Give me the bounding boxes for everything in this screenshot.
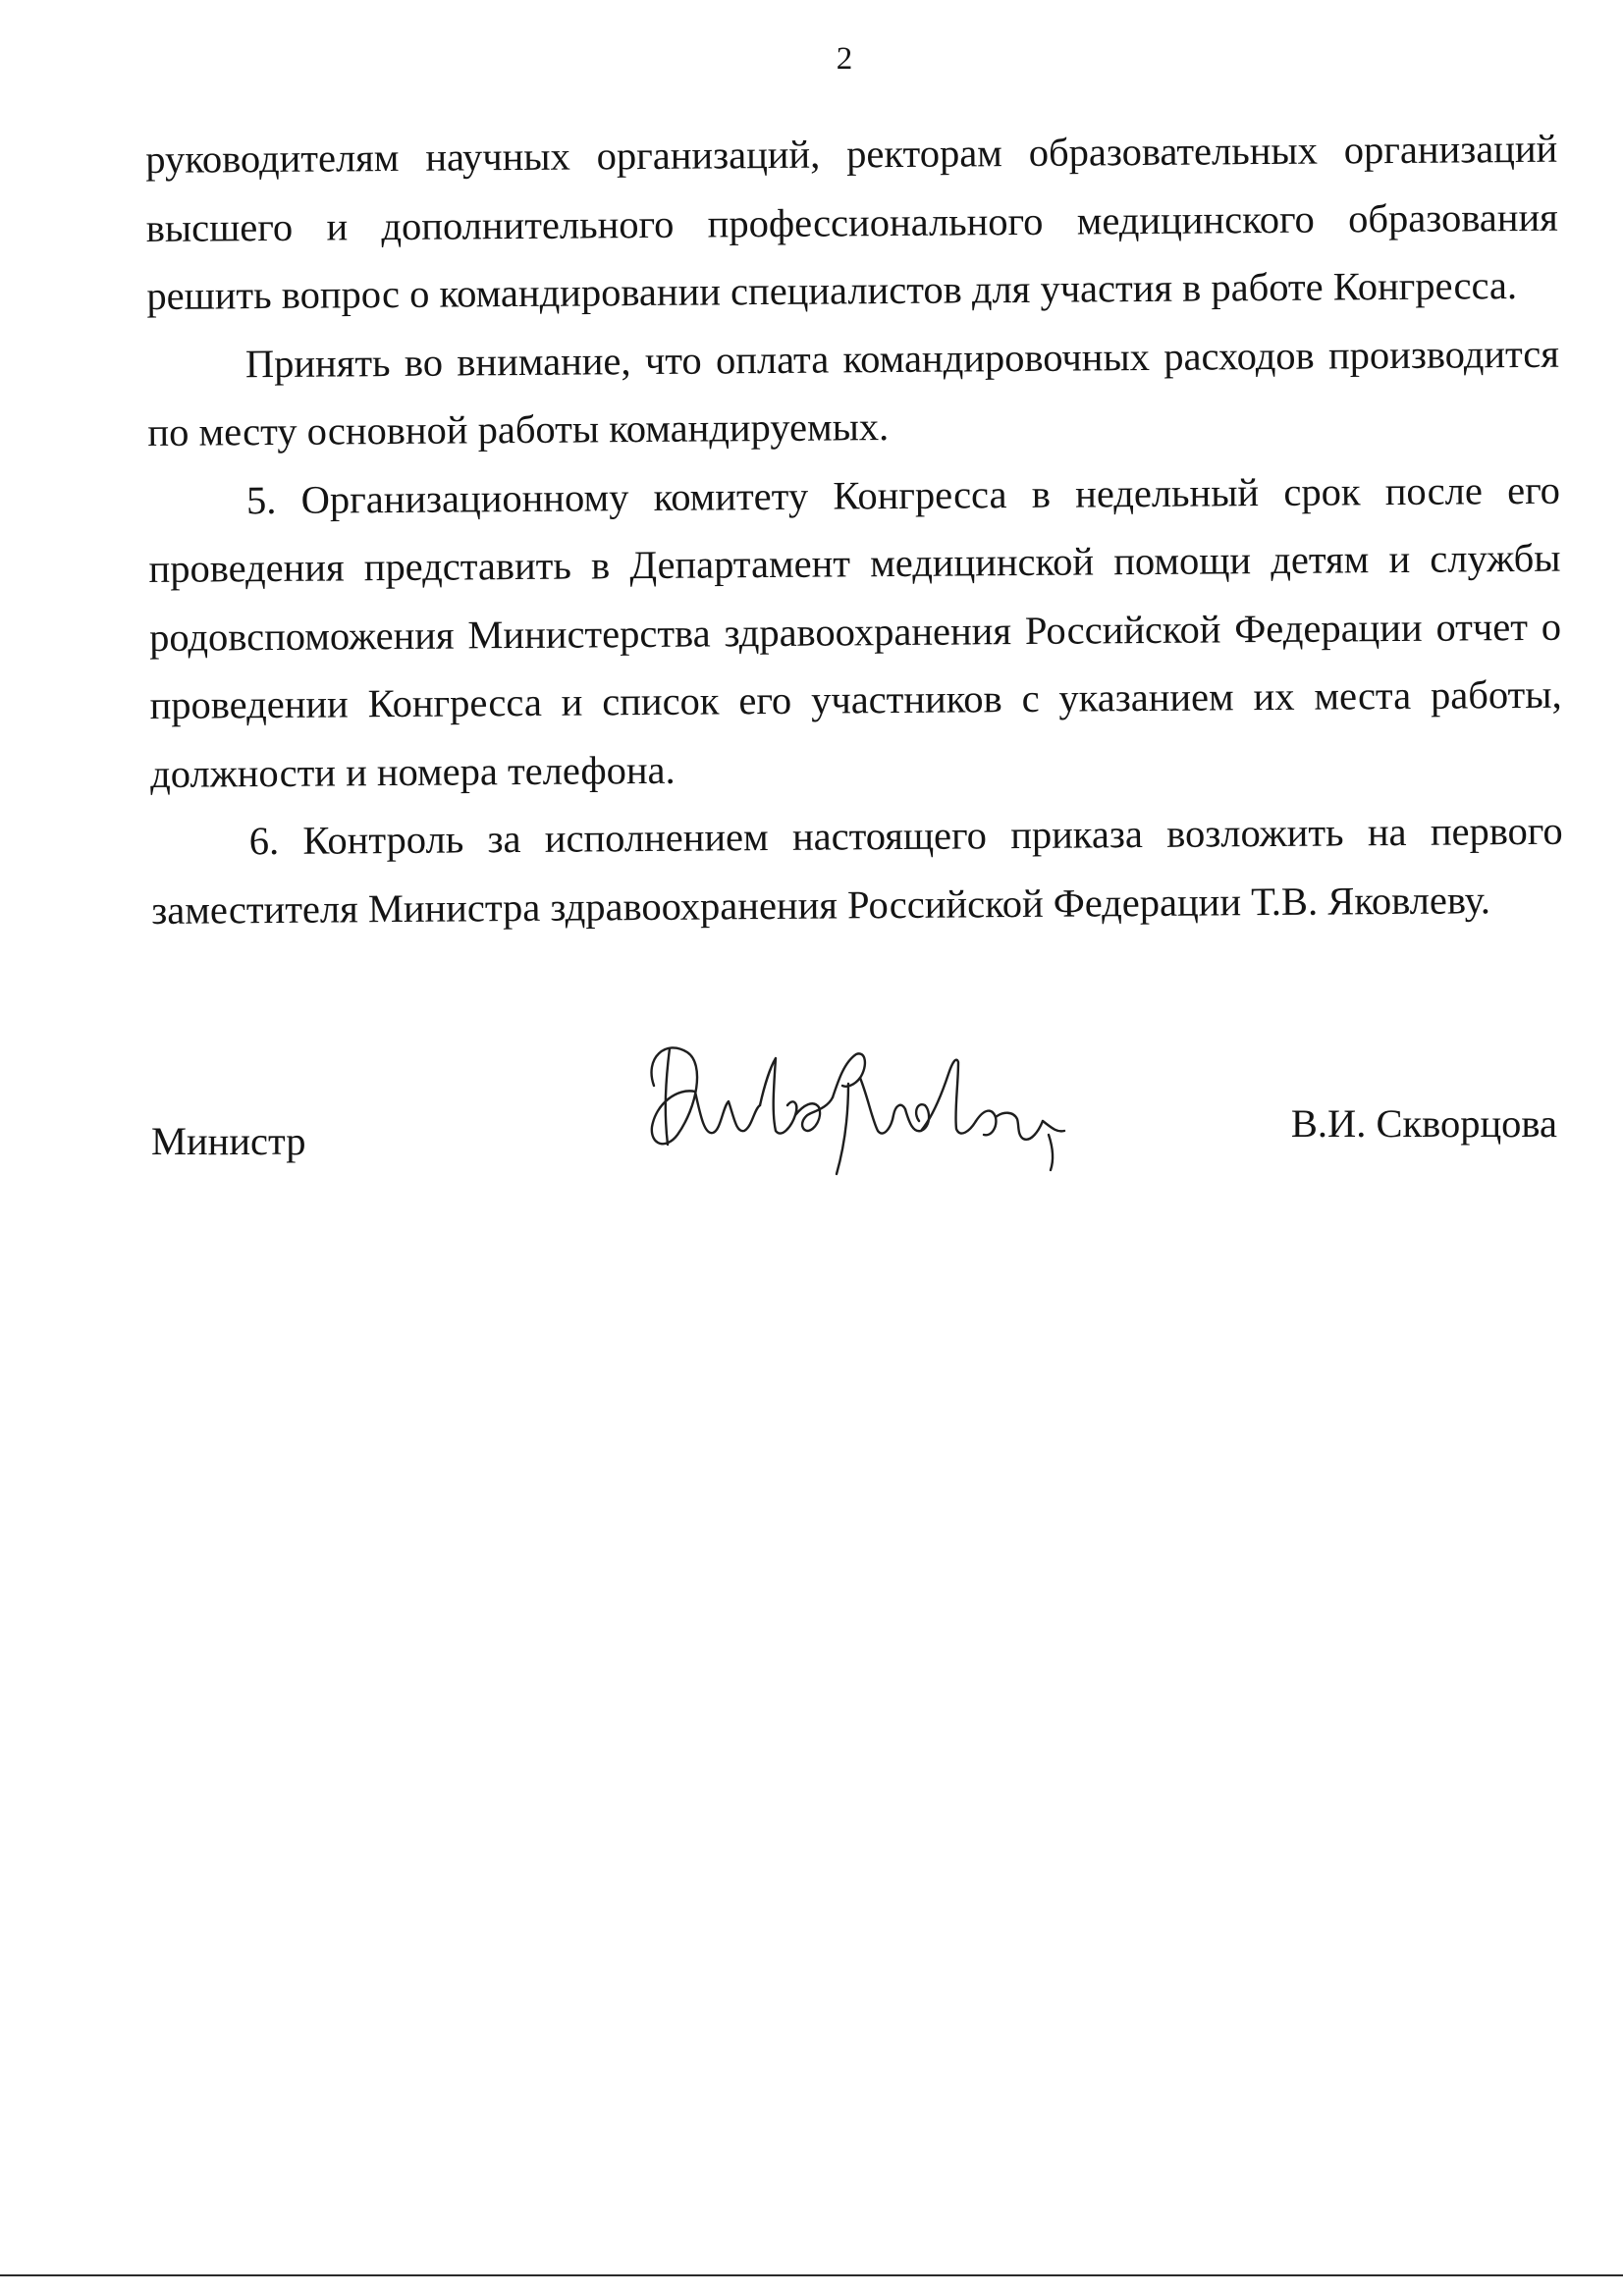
document-body bbox=[145, 115, 1564, 944]
handwritten-signature bbox=[626, 1029, 1235, 1186]
signatory-name: В.И. Скворцова bbox=[1290, 1101, 1557, 1146]
paragraph-expenses: Принять во внимание, что оплата командировочных расходов производится по месту основной работы командируемых. bbox=[147, 331, 1560, 454]
paragraph-continuation: руководителям научных организаций, ректорам образовательных организаций высшего и дополнительного профессионального медицинского образования решить вопрос о командировании специалистов для участия в работе Конгресса. bbox=[145, 126, 1558, 318]
paragraph-item-6: 6. Контроль за исполнением настоящего приказа возложить на первого заместителя Министра здравоохранения Российской Федерации Т.В. Яковлеву. bbox=[151, 808, 1563, 933]
page-number: 2 bbox=[836, 41, 853, 77]
paragraph-item-5: 5. Организационному комитету Конгресса в недельный срок после его проведения представить в Департамент медицинской помощи детям и службы родовспоможения Министерства здравоохранения Российской Федерации отчет о проведении Конгресса и список его участников с указанием их места работы, должности и номера телефона. bbox=[148, 467, 1562, 796]
signatory-title: Министр bbox=[151, 1119, 306, 1163]
bottom-scan-edge bbox=[0, 2274, 1623, 2276]
signature-block bbox=[145, 1029, 1557, 1186]
